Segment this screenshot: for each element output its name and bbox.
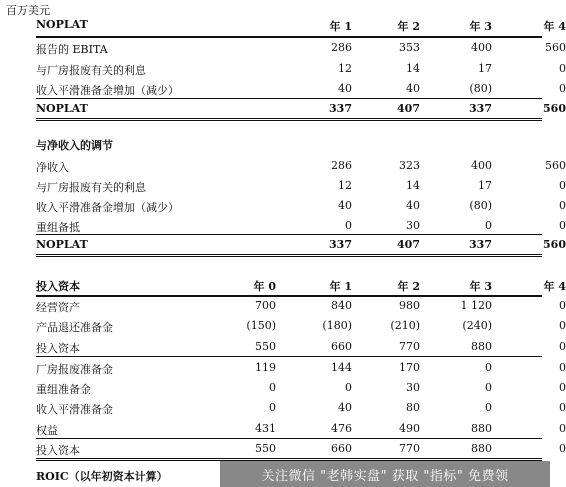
cell: 40 xyxy=(338,82,352,95)
cell: 0 xyxy=(559,442,566,455)
row-label: 重组准备金 xyxy=(36,383,91,396)
cell: 560 xyxy=(543,238,566,251)
cell: 840 xyxy=(331,299,352,312)
table-row xyxy=(36,197,566,215)
subtotal-rule xyxy=(36,98,542,99)
cell: 0 xyxy=(559,381,566,394)
row-label: 收入平滑准备金 xyxy=(36,403,113,416)
cell: 17 xyxy=(478,179,492,192)
cell: 12 xyxy=(338,179,352,192)
year-header: 年 1 xyxy=(329,20,352,33)
total-rule xyxy=(36,254,542,257)
section-title-row xyxy=(36,135,542,153)
cell: 12 xyxy=(338,62,352,75)
cell: 0 xyxy=(345,219,352,232)
row-label: 净收入 xyxy=(36,161,69,174)
cell: 400 xyxy=(471,159,492,172)
row-label: NOPLAT xyxy=(36,102,88,115)
cell: 0 xyxy=(559,319,566,332)
table-row xyxy=(36,420,566,438)
cell: 0 xyxy=(559,199,566,212)
cell: 0 xyxy=(559,82,566,95)
table-row xyxy=(36,80,566,98)
unit-label: 百万美元 xyxy=(6,4,50,17)
cell: 0 xyxy=(559,401,566,414)
cell: 0 xyxy=(485,401,492,414)
year-header: 年 2 xyxy=(397,20,420,33)
cell: (210) xyxy=(390,319,420,332)
cell: 0 xyxy=(345,381,352,394)
header-rule xyxy=(36,36,542,38)
invested-capital-title: 投入资本 xyxy=(36,280,80,293)
row-label: 权益 xyxy=(36,424,58,437)
row-label: 投入资本 xyxy=(36,444,80,457)
cell: 353 xyxy=(399,41,420,54)
year-header: 年 3 xyxy=(469,20,492,33)
table-row xyxy=(36,359,566,377)
cell: 476 xyxy=(331,422,352,435)
total-row xyxy=(36,100,566,118)
cell: 1 120 xyxy=(460,299,492,312)
cell: 490 xyxy=(399,422,420,435)
cell: 14 xyxy=(406,179,420,192)
invested-capital-header-row xyxy=(36,276,566,294)
cell: 560 xyxy=(545,41,566,54)
cell: 80 xyxy=(406,401,420,414)
cell: (150) xyxy=(246,319,276,332)
year-header: 年 2 xyxy=(397,280,420,293)
cell: 550 xyxy=(255,442,276,455)
cell: 0 xyxy=(559,361,566,374)
year-header: 年 1 xyxy=(329,280,352,293)
cell: 40 xyxy=(338,199,352,212)
row-label: 收入平滑准备金增加（减少） xyxy=(36,201,179,214)
roic-title: ROIC（以年初资本计算） xyxy=(36,470,168,483)
cell: 980 xyxy=(399,299,420,312)
table-row xyxy=(36,60,566,78)
cell: 660 xyxy=(331,340,352,353)
cell: 880 xyxy=(471,340,492,353)
row-label: 报告的 EBITA xyxy=(36,43,108,56)
table-row xyxy=(36,217,566,235)
cell: 17 xyxy=(478,62,492,75)
cell: 323 xyxy=(399,159,420,172)
total-rule xyxy=(36,118,542,121)
cell: 286 xyxy=(331,41,352,54)
row-label: 厂房报废准备金 xyxy=(36,363,113,376)
cell: 0 xyxy=(559,340,566,353)
cell: 337 xyxy=(469,238,492,251)
watermark-banner: 关注微信 "老韩实盘" 获取 "指标" 免费领 xyxy=(220,461,550,487)
cell: 14 xyxy=(406,62,420,75)
row-label: NOPLAT xyxy=(36,238,88,251)
cell: 0 xyxy=(485,381,492,394)
year-header: 年 4 xyxy=(543,20,566,33)
table-row xyxy=(36,317,566,335)
year-header: 年 3 xyxy=(469,280,492,293)
cell: 0 xyxy=(559,179,566,192)
row-label: 产品退还准备金 xyxy=(36,321,113,334)
cell: 0 xyxy=(559,219,566,232)
subtotal-rule xyxy=(36,356,542,357)
reconciliation-title: 与净收入的调节 xyxy=(36,139,113,152)
cell: 0 xyxy=(269,381,276,394)
cell: 40 xyxy=(406,82,420,95)
subtotal-rule xyxy=(36,234,542,235)
table-row xyxy=(36,157,566,175)
cell: 144 xyxy=(331,361,352,374)
table-row xyxy=(36,440,566,458)
cell: 880 xyxy=(471,422,492,435)
cell: 0 xyxy=(269,401,276,414)
row-label: 收入平滑准备金增加（减少） xyxy=(36,84,179,97)
cell: 431 xyxy=(255,422,276,435)
row-label: 经营资产 xyxy=(36,301,80,314)
cell: 30 xyxy=(406,219,420,232)
cell: 770 xyxy=(399,442,420,455)
cell: 337 xyxy=(329,238,352,251)
cell: (180) xyxy=(322,319,352,332)
cell: (80) xyxy=(469,82,492,95)
noplat-header-row xyxy=(36,16,566,34)
cell: 560 xyxy=(545,159,566,172)
cell: (240) xyxy=(462,319,492,332)
table-row xyxy=(36,379,566,397)
cell: 0 xyxy=(559,299,566,312)
row-label: 重组备抵 xyxy=(36,221,80,234)
table-row xyxy=(36,177,566,195)
cell: 337 xyxy=(469,102,492,115)
cell: 119 xyxy=(255,361,276,374)
cell: 407 xyxy=(397,102,420,115)
cell: 400 xyxy=(471,41,492,54)
cell: 0 xyxy=(485,219,492,232)
table-row xyxy=(36,297,566,315)
cell: 660 xyxy=(331,442,352,455)
table-row xyxy=(36,338,566,356)
row-label: 与厂房报废有关的利息 xyxy=(36,181,146,194)
row-label: 与厂房报废有关的利息 xyxy=(36,64,146,77)
table-row xyxy=(36,39,566,57)
cell: 337 xyxy=(329,102,352,115)
year-header: 年 4 xyxy=(543,280,566,293)
cell: 30 xyxy=(406,381,420,394)
cell: 560 xyxy=(543,102,566,115)
noplat-title: NOPLAT xyxy=(36,18,88,31)
cell: (80) xyxy=(469,199,492,212)
cell: 170 xyxy=(399,361,420,374)
cell: 40 xyxy=(406,199,420,212)
table-row xyxy=(36,399,566,417)
cell: 286 xyxy=(331,159,352,172)
subtotal-rule xyxy=(36,438,542,439)
cell: 40 xyxy=(338,401,352,414)
cell: 0 xyxy=(485,361,492,374)
cell: 550 xyxy=(255,340,276,353)
cell: 700 xyxy=(255,299,276,312)
cell: 880 xyxy=(471,442,492,455)
cell: 407 xyxy=(397,238,420,251)
year-header: 年 0 xyxy=(253,280,276,293)
total-row xyxy=(36,236,566,254)
cell: 0 xyxy=(559,62,566,75)
cell: 0 xyxy=(559,422,566,435)
cell: 770 xyxy=(399,340,420,353)
row-label: 投入资本 xyxy=(36,342,80,355)
